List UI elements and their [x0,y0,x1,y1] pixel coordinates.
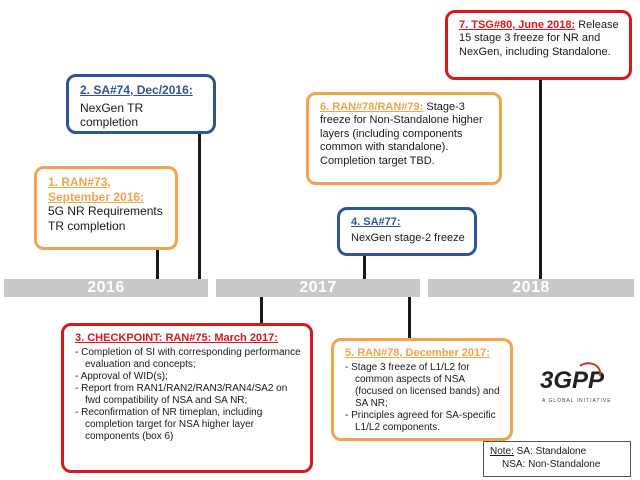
timeline-2017: 2017 [216,279,420,297]
list-item: - Completion of SI with corresponding performance evaluation and concepts; [75,347,301,371]
connector-checkpoint [260,297,263,323]
logo-mark: 3GPP [540,367,605,394]
milestone-text: TR completion [48,218,126,233]
checkpoint-list [75,347,301,443]
connector-sa77 [363,256,366,279]
milestone-title: 7. TSG#80, June 2018: [459,19,576,31]
milestone-text: 5G NR Requirements [48,204,163,219]
milestone-title: 2. SA#74, Dec/2016: [80,83,193,97]
list-item: - Stage 3 freeze of L1/L2 for common aspects of NSA (focused on licensed bands) and SA NR; [345,362,501,410]
3gpp-logo [536,358,616,408]
milestone-text: Release 15 stage 3 freeze for NR and NexGen, including Standalone. [459,19,619,58]
milestone-title: 5. RAN#78, December 2017: [345,347,490,359]
milestone-title: September 2016: [48,189,145,204]
connector-ran78dec [408,297,411,338]
connector-tsg80 [539,80,542,279]
milestone-text: NexGen stage-2 freeze [351,232,465,245]
milestone-box-ran78dec [331,338,513,441]
milestone-title: 3. CHECKPOINT: RAN#75: March 2017: [75,332,278,344]
3gpp-logo-icon [536,358,616,408]
milestone-box-ran73 [34,166,178,250]
connector-ran73 [156,250,159,279]
legend-note [483,441,631,477]
ran78dec-list [345,362,501,434]
milestone-text: Stage-3 freeze for Non-Standalone higher layers (including components common with standalone). Completion target TBD. [320,101,483,167]
milestone-title: 6. RAN#78/RAN#79: [320,101,424,113]
timeline-2016: 2016 [4,279,208,297]
milestone-box-sa77 [337,207,477,256]
milestone-box-checkpoint [61,323,313,473]
list-item: - Reconfirmation of NR timeplan, including completion target for NSA higher layer components (box 6) [75,407,301,443]
list-item: - Principles agreed for SA-specific L1/L2 components. [345,410,501,434]
milestone-text: NexGen TR completion [80,100,144,130]
note-line-1: SA: Standalone [513,446,587,457]
note-line-2: NSA: Non-Standalone [502,459,601,470]
milestone-box-sa74 [66,74,216,134]
milestone-box-tsg80 [445,10,632,80]
note-label: Note: [490,446,514,457]
timeline-2018: 2018 [428,279,634,297]
connector-sa74 [198,134,201,279]
list-item: - Report from RAN1/RAN2/RAN3/RAN4/SA2 on fwd compatibility of NSA and SA NR; [75,383,301,407]
milestone-title: 4. SA#77: [351,216,401,228]
list-item: - Approval of WID(s); [75,371,301,383]
logo-tagline: A GLOBAL INITIATIVE [542,398,612,404]
milestone-box-ran78-79 [306,92,502,185]
milestone-title: 1. RAN#73, [48,175,111,189]
